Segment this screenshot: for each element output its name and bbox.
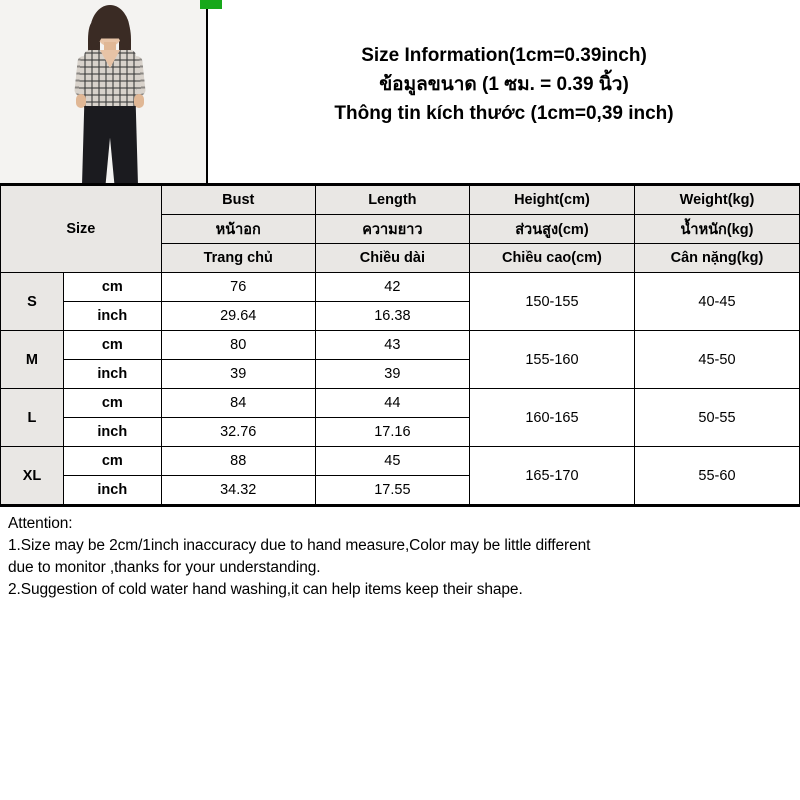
unit-inch: inch: [63, 476, 161, 505]
model-illustration: [0, 0, 206, 183]
col-header-weight-vi: Cân nặng(kg): [634, 244, 799, 273]
attention-section: [0, 505, 800, 601]
row-size-label: L: [1, 389, 64, 447]
col-header-length-en: Length: [315, 186, 469, 215]
unit-inch: inch: [63, 360, 161, 389]
weight-value: 45-50: [634, 331, 799, 389]
unit-cm: cm: [63, 273, 161, 302]
green-badge-icon: [200, 0, 222, 9]
unit-cm: cm: [63, 447, 161, 476]
bust-inch-value: 32.76: [161, 418, 315, 447]
bust-cm-value: 80: [161, 331, 315, 360]
table-row: [1, 447, 800, 476]
height-value: 150-155: [469, 273, 634, 331]
bust-inch-value: 34.32: [161, 476, 315, 505]
length-inch-value: 17.55: [315, 476, 469, 505]
product-photo: [0, 0, 208, 183]
size-header-cell: Size: [1, 186, 162, 273]
title-block: [208, 0, 800, 183]
attention-line-3: 2.Suggestion of cold water hand washing,it can help items keep their shape.: [8, 581, 523, 598]
col-header-weight-en: Weight(kg): [634, 186, 799, 215]
attention-line-2: due to monitor ,thanks for your understanding.: [8, 559, 321, 576]
row-size-label: XL: [1, 447, 64, 505]
col-header-height-vi: Chiều cao(cm): [469, 244, 634, 273]
col-header-bust-en: Bust: [161, 186, 315, 215]
unit-inch: inch: [63, 302, 161, 331]
table-row: [1, 389, 800, 418]
weight-value: 55-60: [634, 447, 799, 505]
length-cm-value: 43: [315, 331, 469, 360]
col-header-length-vi: Chiều dài: [315, 244, 469, 273]
title-line-vi: Thông tin kích thước (1cm=0,39 inch): [334, 103, 674, 124]
col-header-bust-th: หน้าอก: [161, 215, 315, 244]
height-value: 160-165: [469, 389, 634, 447]
length-cm-value: 42: [315, 273, 469, 302]
row-size-label: M: [1, 331, 64, 389]
col-header-bust-vi: Trang chủ: [161, 244, 315, 273]
bust-inch-value: 29.64: [161, 302, 315, 331]
length-inch-value: 39: [315, 360, 469, 389]
bust-cm-value: 84: [161, 389, 315, 418]
col-header-weight-th: น้ำหนัก(kg): [634, 215, 799, 244]
height-value: 155-160: [469, 331, 634, 389]
height-value: 165-170: [469, 447, 634, 505]
row-size-label: S: [1, 273, 64, 331]
header-section: [0, 0, 800, 185]
length-inch-value: 16.38: [315, 302, 469, 331]
bust-cm-value: 88: [161, 447, 315, 476]
weight-value: 40-45: [634, 273, 799, 331]
attention-heading: Attention:: [8, 515, 73, 532]
table-header-row-en: [1, 186, 800, 215]
title-line-en: Size Information(1cm=0.39inch): [361, 45, 647, 66]
title-line-th: ข้อมูลขนาด (1 ซม. = 0.39 นิ้ว): [379, 74, 629, 95]
weight-value: 50-55: [634, 389, 799, 447]
length-inch-value: 17.16: [315, 418, 469, 447]
table-row: [1, 273, 800, 302]
bust-cm-value: 76: [161, 273, 315, 302]
col-header-height-en: Height(cm): [469, 186, 634, 215]
unit-inch: inch: [63, 418, 161, 447]
col-header-height-th: ส่วนสูง(cm): [469, 215, 634, 244]
unit-cm: cm: [63, 389, 161, 418]
size-table: [0, 185, 800, 505]
col-header-length-th: ความยาว: [315, 215, 469, 244]
bust-inch-value: 39: [161, 360, 315, 389]
table-row: [1, 331, 800, 360]
length-cm-value: 44: [315, 389, 469, 418]
attention-line-1: 1.Size may be 2cm/1inch inaccuracy due to hand measure,Color may be little different: [8, 537, 591, 554]
length-cm-value: 45: [315, 447, 469, 476]
unit-cm: cm: [63, 331, 161, 360]
